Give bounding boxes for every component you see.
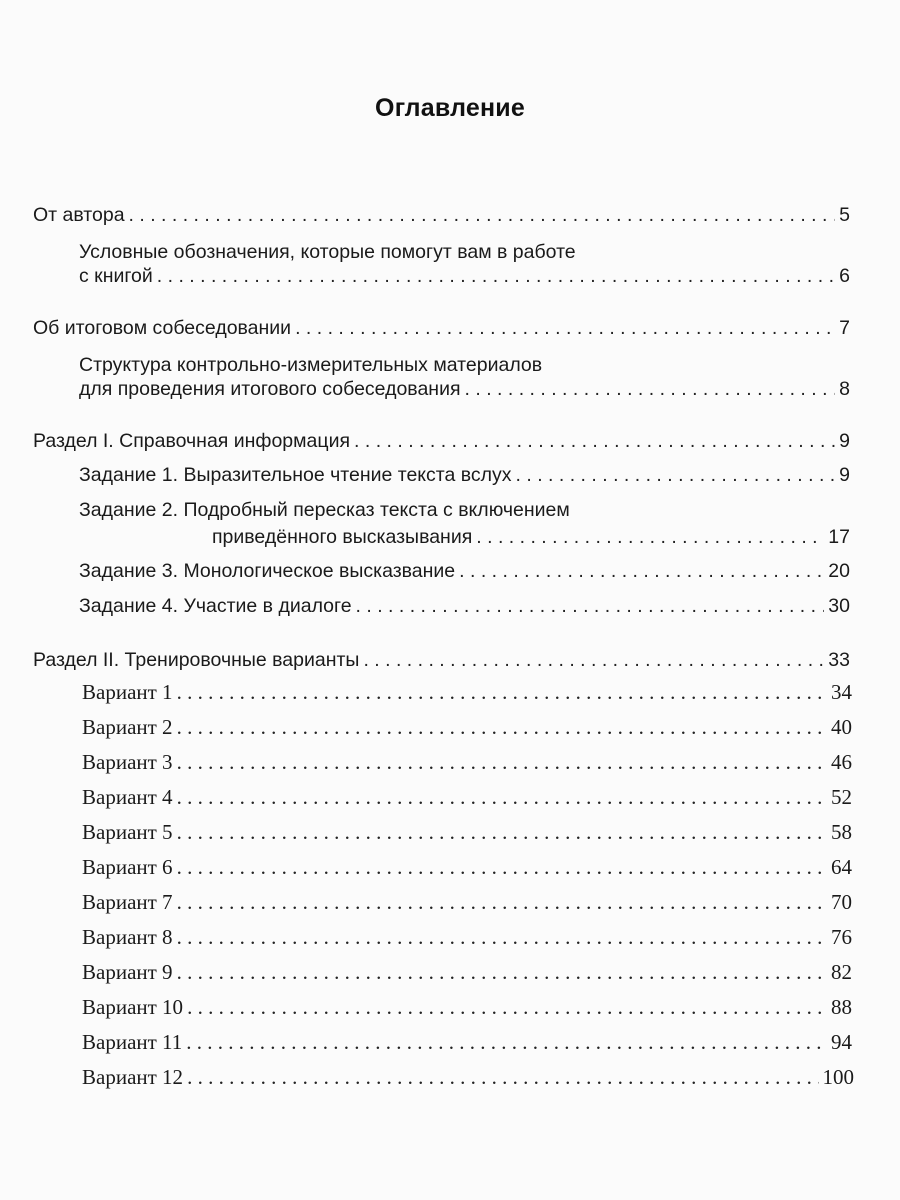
toc-entry-variant-1[interactable] (82, 680, 852, 704)
toc-entry-label: Вариант 5 (82, 820, 173, 844)
toc-page-number: 82 (831, 960, 852, 984)
dot-leader (129, 203, 836, 227)
dot-leader (516, 463, 836, 487)
toc-entry-symbols-line1: Условные обозначения, которые помогут вам в работе (79, 241, 576, 263)
dot-leader (356, 594, 825, 618)
toc-page-number: 94 (831, 1030, 852, 1054)
dot-leader (177, 750, 827, 774)
toc-page-number: 46 (831, 750, 852, 774)
toc-entry-variant-3[interactable] (82, 750, 852, 774)
toc-entry-label: Вариант 2 (82, 715, 173, 739)
toc-entry-task-2-line1: Задание 2. Подробный пересказ текста с включением (79, 499, 570, 521)
toc-entry-label: Вариант 6 (82, 855, 173, 879)
toc-entry-label: Вариант 9 (82, 960, 173, 984)
toc-entry-variant-6[interactable] (82, 855, 852, 879)
toc-entry-structure[interactable] (79, 377, 850, 401)
toc-entry-variant-11[interactable] (82, 1030, 852, 1054)
toc-entry-variant-7[interactable] (82, 890, 852, 914)
toc-page-number: 76 (831, 925, 852, 949)
dot-leader (465, 377, 836, 401)
toc-page-number: 40 (831, 715, 852, 739)
toc-entry-label: Вариант 7 (82, 890, 173, 914)
dot-leader (177, 855, 827, 879)
toc-entry-variant-8[interactable] (82, 925, 852, 949)
toc-entry-label: Об итоговом собеседовании (33, 317, 292, 339)
dot-leader (187, 995, 827, 1019)
toc-entry-label: Задание 1. Выразительное чтение текста вслух (79, 464, 512, 486)
toc-page-number: 58 (831, 820, 852, 844)
toc-entry-structure-line1: Структура контрольно-измерительных материалов (79, 354, 543, 376)
dot-leader (177, 680, 827, 704)
toc-entry-section-1[interactable] (33, 429, 850, 453)
toc-entry-section-2[interactable] (33, 648, 850, 672)
toc-entry-from-author[interactable] (33, 203, 850, 227)
dot-leader (157, 264, 835, 288)
toc-entry-label: Вариант 3 (82, 750, 173, 774)
page-title: Оглавление (375, 94, 525, 122)
toc-entry-about-interview[interactable] (33, 316, 850, 340)
toc-page-number: 52 (831, 785, 852, 809)
toc-page-number: 20 (828, 560, 850, 582)
toc-page-number: 88 (831, 995, 852, 1019)
dot-leader (295, 316, 835, 340)
toc-entry-task-4[interactable] (79, 594, 850, 618)
toc-entry-variant-5[interactable] (82, 820, 852, 844)
dot-leader (177, 960, 827, 984)
dot-leader (177, 925, 827, 949)
dot-leader (187, 1065, 818, 1089)
toc-entry-label: Вариант 11 (82, 1030, 183, 1054)
toc-page-number: 100 (822, 1065, 854, 1089)
toc-entry-label: Раздел I. Справочная информация (33, 430, 351, 452)
toc-entry-variant-10[interactable] (82, 995, 852, 1019)
toc-page-number: 5 (839, 204, 850, 226)
dot-leader (459, 559, 824, 583)
toc-page-number: 30 (828, 595, 850, 617)
dot-leader (363, 648, 824, 672)
toc-entry-label: приведённого высказывания (212, 526, 473, 548)
toc-entry-label: Вариант 12 (82, 1065, 184, 1089)
dot-leader (354, 429, 835, 453)
toc-entry-label: Задание 4. Участие в диалоге (79, 595, 352, 617)
toc-page-number: 64 (831, 855, 852, 879)
toc-entry-variant-2[interactable] (82, 715, 852, 739)
toc-page-number: 17 (828, 526, 850, 548)
toc-entry-variant-12[interactable] (82, 1065, 854, 1089)
toc-entry-label: Вариант 10 (82, 995, 184, 1019)
toc-entry-label: Раздел II. Тренировочные варианты (33, 649, 360, 671)
toc-entry-label: Задание 3. Монологическое высказвание (79, 560, 456, 582)
toc-entry-label: От автора (33, 204, 125, 226)
toc-entry-label: для проведения итогового собеседования (79, 378, 461, 400)
dot-leader (186, 1030, 827, 1054)
toc-entry-label: Вариант 4 (82, 785, 173, 809)
dot-leader (177, 715, 827, 739)
toc-entry-label: Вариант 1 (82, 680, 173, 704)
toc-page-number: 34 (831, 680, 852, 704)
toc-page-number: 6 (839, 265, 850, 287)
toc-page-number: 7 (839, 317, 850, 339)
toc-entry-task-2[interactable] (212, 525, 850, 549)
toc-page-number: 9 (839, 430, 850, 452)
toc-page-number: 70 (831, 890, 852, 914)
toc-entry-symbols[interactable] (79, 264, 850, 288)
dot-leader (177, 890, 827, 914)
toc-entry-variant-4[interactable] (82, 785, 852, 809)
dot-leader (177, 820, 827, 844)
toc-entry-label: с книгой (79, 265, 153, 287)
toc-entry-label: Вариант 8 (82, 925, 173, 949)
dot-leader (177, 785, 827, 809)
toc-entry-task-1[interactable] (79, 463, 850, 487)
toc-page-number: 8 (839, 378, 850, 400)
dot-leader (476, 525, 824, 549)
toc-page-number: 33 (828, 649, 850, 671)
toc-entry-task-3[interactable] (79, 559, 850, 583)
toc-page-number: 9 (839, 464, 850, 486)
toc-entry-variant-9[interactable] (82, 960, 852, 984)
